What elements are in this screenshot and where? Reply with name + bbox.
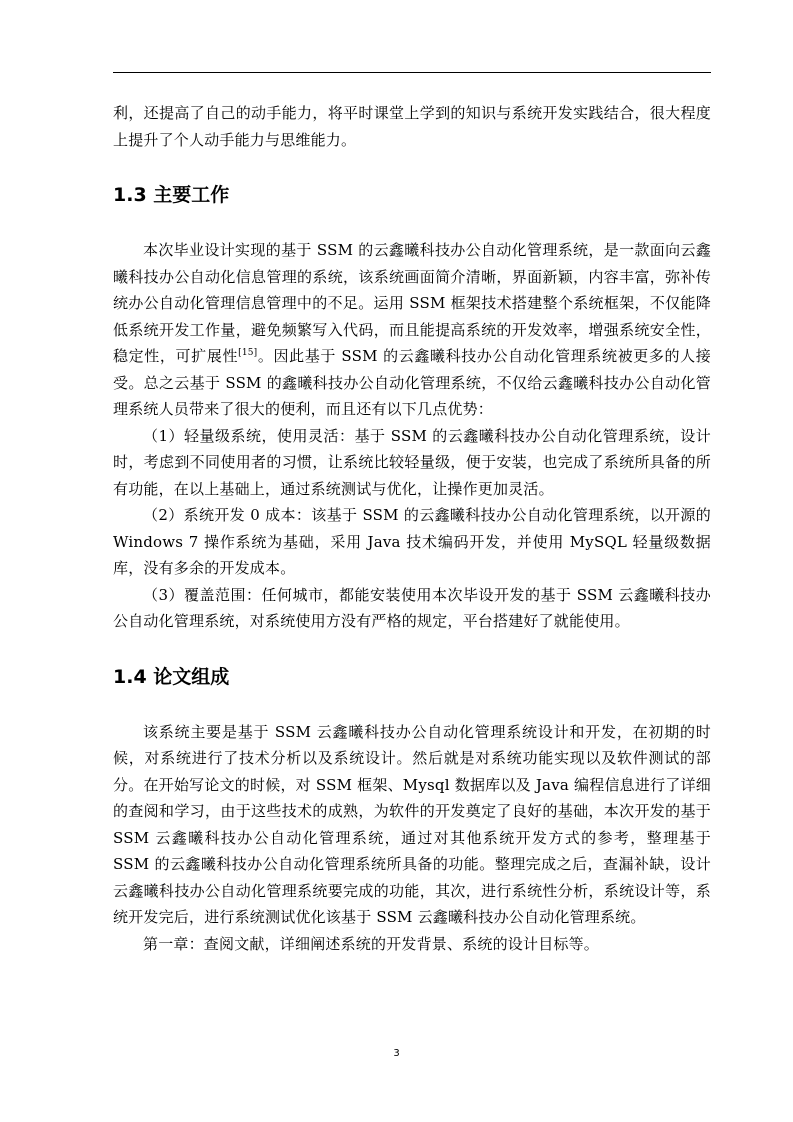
section-heading-main-work: 1.3 主要工作 [113,184,230,206]
advantage-3-paragraph: （3）覆盖范围：任何城市，都能安装使用本次毕设开发的基于 SSM 云鑫曦科技办公自动化管理系统，对系统使用方没有严格的规定，平台搭建好了就能使用。 [113,585,711,630]
thesis-structure-paragraph: 该系统主要是基于 SSM 云鑫曦科技办公自动化管理系统设计和开发，在初期的时候，对系统进行了技术分析以及系统设计。然后就是对系统功能实现以及软件测试的部分。在开始写论文的时候，对 SSM 框架、Mysql 数据库以及 Java 编程信息进行了详细的查阅和学习，由于这些技术的成熟，为软件的开发奠定了良好的基础，本次开发的基于 SSM 云鑫曦科技办公自动化管理系统，通过对其他系统开发方式的参考，整理基于 SSM 的云鑫曦科技办公自动化管理系统所具备的功能。整理完成之后，查漏补缺，设计云鑫曦科技办公自动化管理系统要完成的功能，其次，进行系统性分析，系统设计等，系统开发完后，进行系统测试优化该基于 SSM 云鑫曦科技办公自动化管理系统。 [113,722,711,926]
main-work-paragraph-tail: 。因此基于 SSM 的云鑫曦科技办公自动化管理系统被更多的人接受。总之云基于 SSM 的鑫曦科技办公自动化管理系统，不仅给云鑫曦科技办公自动化管理系统人员带来了很大的便利，而且还有以下几点优势： [113,347,712,418]
header-rule [113,72,711,73]
main-work-paragraph [113,237,711,423]
section-heading-thesis-structure: 1.4 论文组成 [113,665,230,688]
advantage-2-paragraph: （2）系统开发 0 成本：该基于 SSM 的云鑫曦科技办公自动化管理系统，以开源的 Windows 7 操作系统为基础，采用 Java 技术编码开发，并使用 MySQL 轻量级数据库，没有多余的开发成本。 [113,506,711,577]
advantage-1-paragraph: （1）轻量级系统，使用灵活：基于 SSM 的云鑫曦科技办公自动化管理系统，设计时，考虑到不同使用者的习惯，让系统比较轻量级，便于安装，也完成了系统所具备的所有功能，在以上基础上，通过系统测试与优化，让操作更加灵活。 [113,426,711,498]
intro-continuation-paragraph: 利，还提高了自己的动手能力，将平时课堂上学到的知识与系统开发实践结合，很大程度上提升了个人动手能力与思维能力。 [113,104,711,149]
main-work-paragraph-text: 本次毕业设计实现的基于 SSM 的云鑫曦科技办公自动化管理系统，是一款面向云鑫曦科技办公自动化信息管理的系统，该系统画面简介清晰，界面新颖，内容丰富，弥补传统办公自动化管理信息管理中的不足。运用 SSM 框架技术搭建整个系统框架，不仅能降低系统开发工作量，避免频繁写入代码，而且能提高系统的开发效率，增强系统安全性，稳定性，可扩展性 [113,241,711,365]
citation-reference: [15] [238,348,258,358]
chapter-1-summary: 第一章：查阅文献，详细阐述系统的开发背景、系统的设计目标等。 [143,934,600,953]
document-body [113,100,711,957]
page-number: 3 [393,1048,400,1059]
